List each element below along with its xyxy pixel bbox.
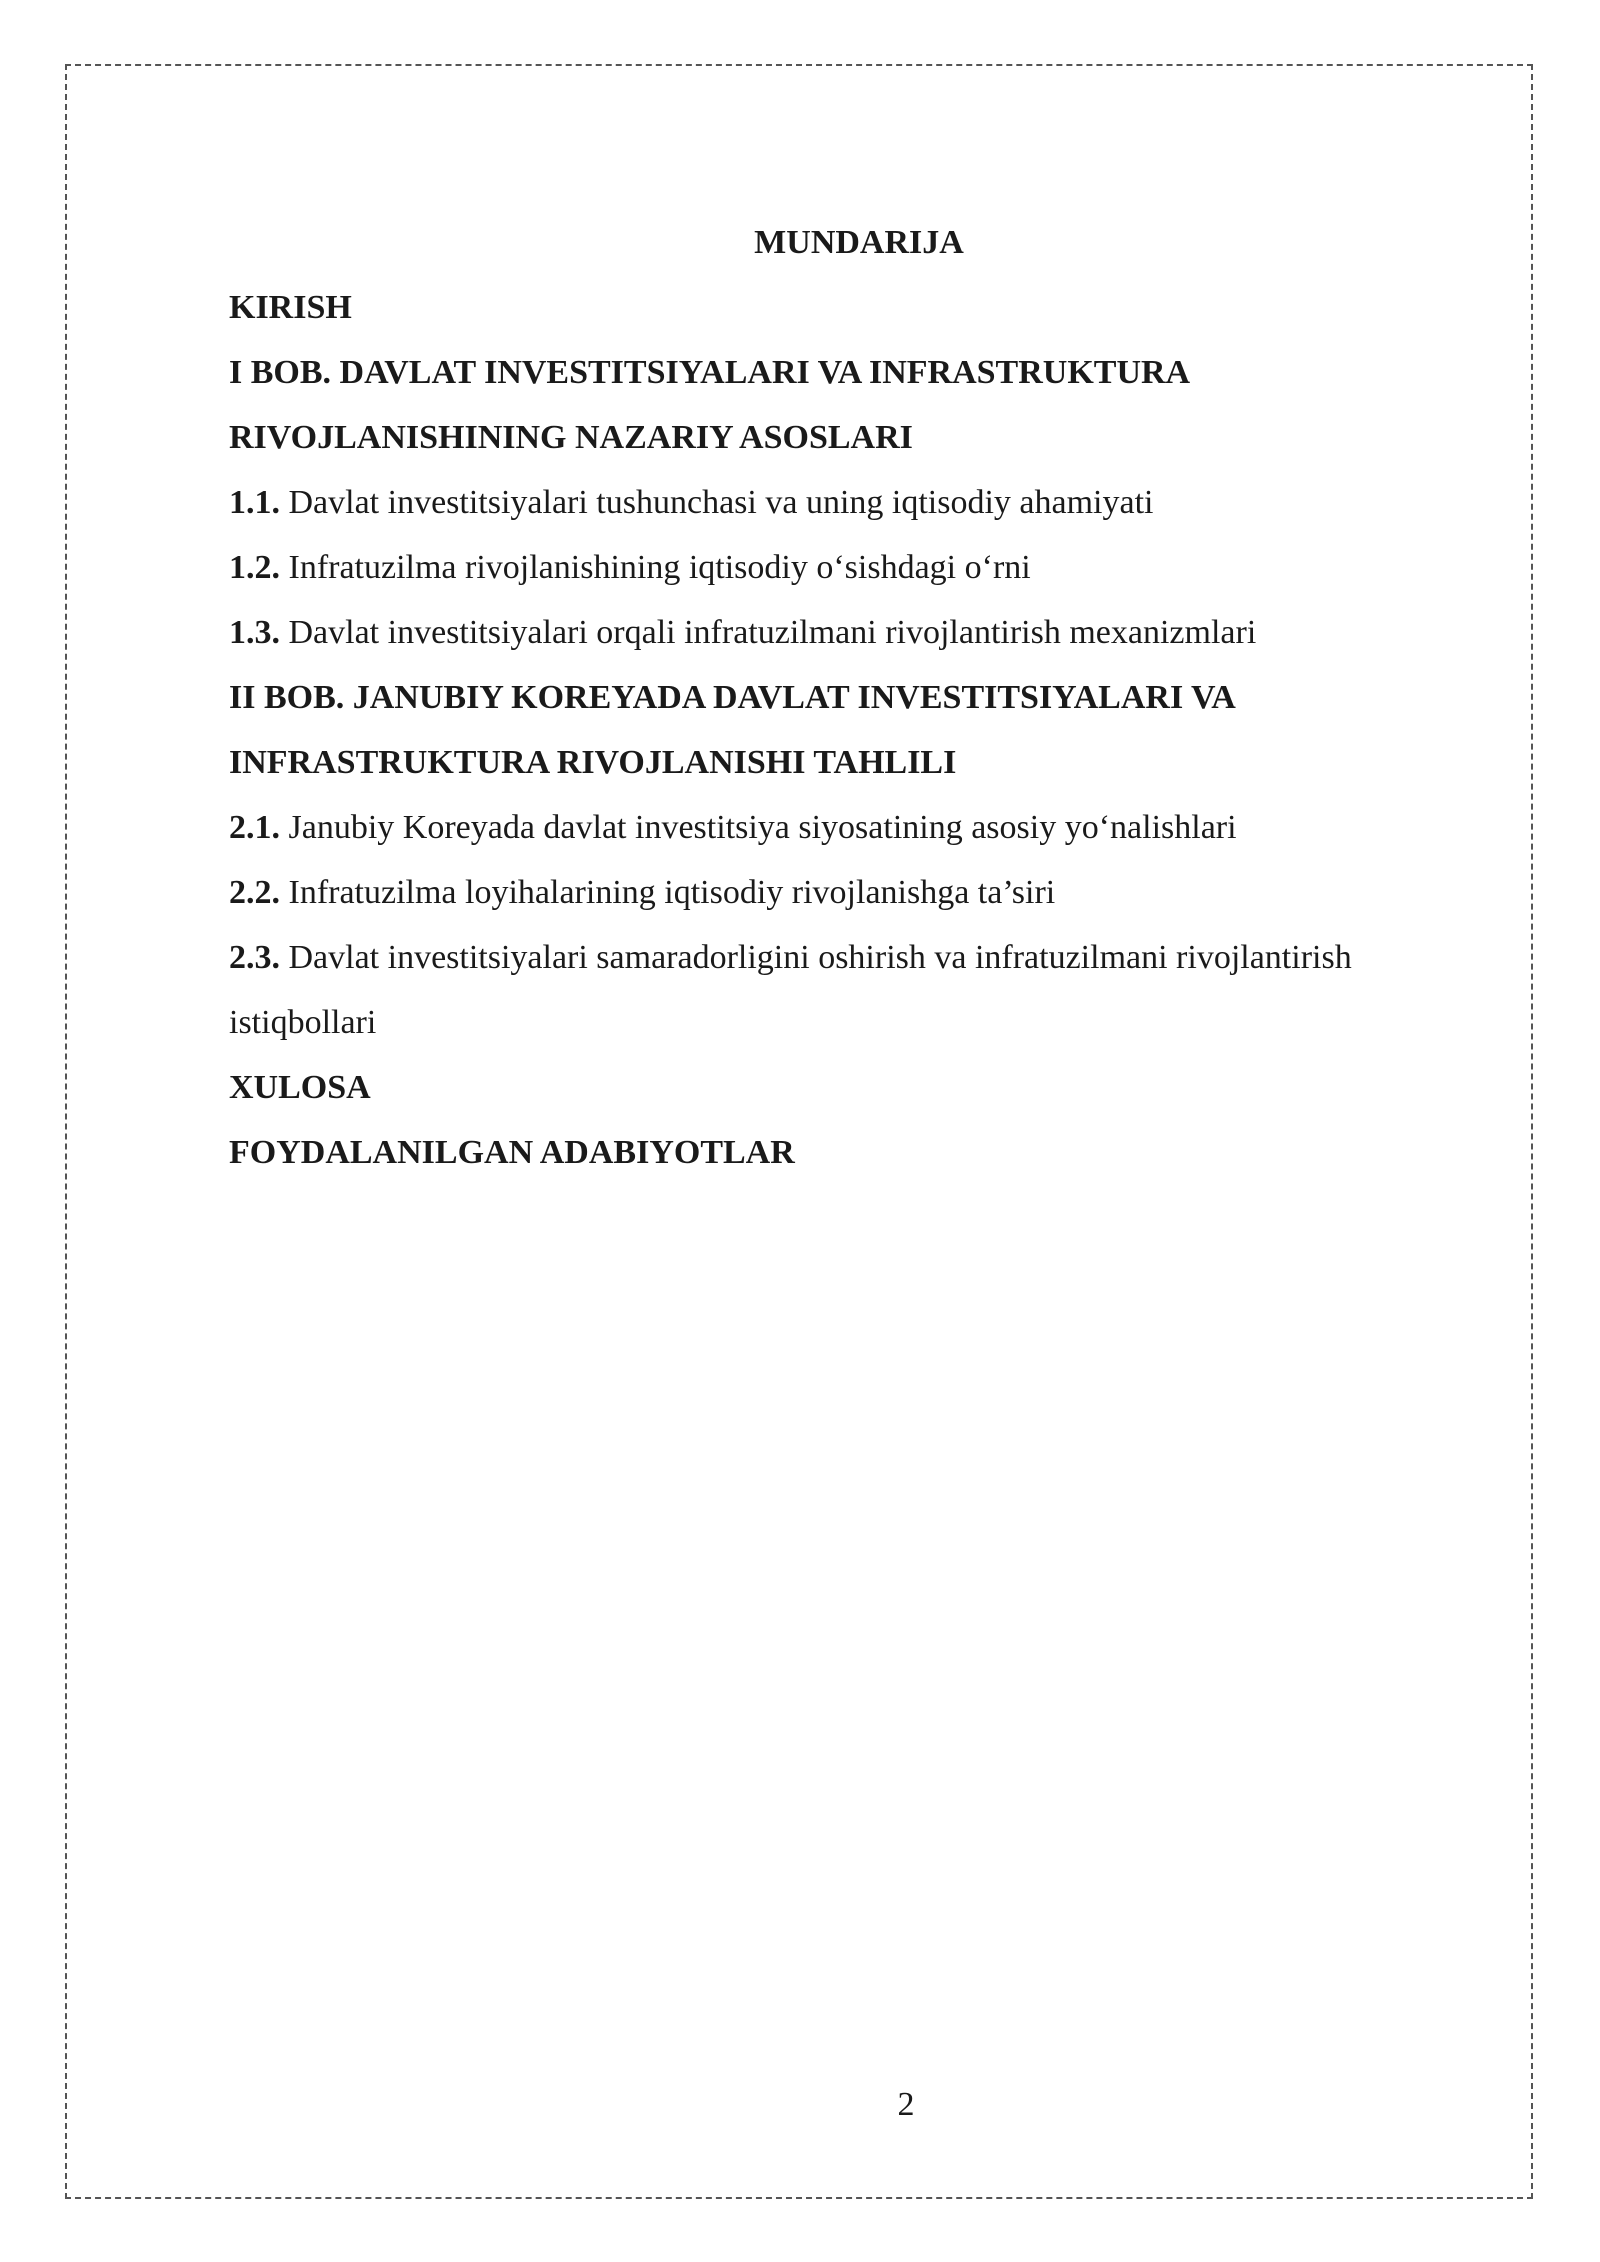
toc-item-2-1 — [229, 795, 1489, 860]
toc-heading-chapter-1-cont: RIVOJLANISHINING NAZARIY ASOSLARI — [229, 419, 913, 456]
toc-item-number: 2.3. — [229, 939, 280, 976]
toc-item-number: 2.2. — [229, 874, 280, 911]
toc-heading-conclusion: XULOSA — [229, 1069, 371, 1106]
toc-item-1-1 — [229, 470, 1489, 535]
toc-heading-references: FOYDALANILGAN ADABIYOTLAR — [229, 1134, 795, 1171]
toc-item-1-2 — [229, 535, 1489, 600]
toc-title: MUNDARIJA — [754, 224, 964, 261]
toc-item-2-2 — [229, 860, 1489, 925]
toc-heading-chapter-1: I BOB. DAVLAT INVESTITSIYALARI VA INFRASTRUKTURA — [229, 354, 1191, 391]
toc-item-1-3 — [229, 600, 1489, 665]
page-number: 2 — [897, 2086, 915, 2123]
toc-heading-introduction: KIRISH — [229, 289, 352, 326]
toc-item-number: 1.1. — [229, 484, 280, 521]
toc-item-text: Davlat investitsiyalari samaradorligini oshirish va infratuzilmani rivojlantirish istiqbollari — [229, 939, 1352, 1041]
toc-item-number: 2.1. — [229, 809, 280, 846]
toc-item-number: 1.3. — [229, 614, 280, 651]
toc-heading-chapter-2-cont: INFRASTRUKTURA RIVOJLANISHI TAHLILI — [229, 744, 957, 781]
toc-item-text: Janubiy Koreyada davlat investitsiya siyosatining asosiy yo‘nalishlari — [288, 809, 1237, 846]
toc-item-text: Infratuzilma rivojlanishining iqtisodiy o‘sishdagi o‘rni — [288, 549, 1031, 586]
toc-heading-chapter-2: II BOB. JANUBIY KOREYADA DAVLAT INVESTITSIYALARI VA — [229, 679, 1236, 716]
toc-item-text: Davlat investitsiyalari orqali infratuzilmani rivojlantirish mexanizmlari — [288, 614, 1257, 651]
toc-item-2-3 — [229, 925, 1489, 1055]
toc-item-text: Infratuzilma loyihalarining iqtisodiy rivojlanishga ta’siri — [288, 874, 1056, 911]
table-of-contents — [229, 210, 1489, 1185]
toc-item-text: Davlat investitsiyalari tushunchasi va uning iqtisodiy ahamiyati — [288, 484, 1154, 521]
toc-item-number: 1.2. — [229, 549, 280, 586]
